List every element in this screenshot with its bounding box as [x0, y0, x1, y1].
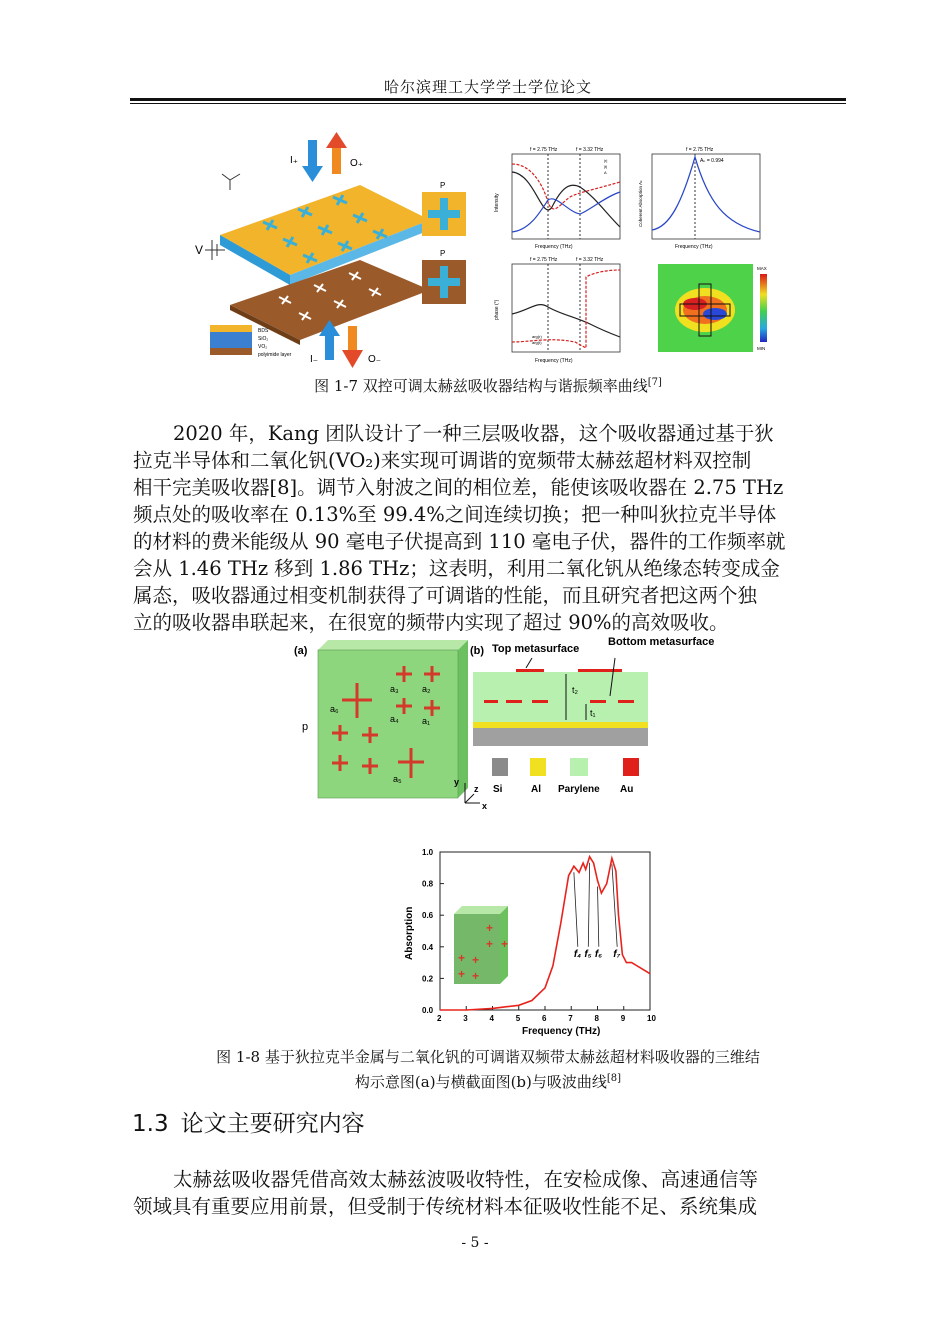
x-tick-label: 4 [489, 1014, 494, 1023]
y-tick-label: 0.2 [422, 974, 434, 984]
header-rule [130, 98, 846, 101]
page-header: 哈尔滨理工大学学士学位论文 [383, 78, 592, 96]
panel-b-label: (b) [470, 645, 485, 657]
svg-text:+: + [486, 921, 494, 935]
figure-1-8-caption: 图 1-8 基于狄拉克半金属与二氧化钒的可调谐双频带太赫兹超材料吸收器的三维结 构示意图(a)与横截面图(b)与吸波曲线[8] [216, 1048, 760, 1091]
svg-text:+: + [458, 967, 466, 981]
voltage-label: V [195, 243, 204, 257]
bottom-metasurface-label: Bottom metasurface [608, 636, 715, 648]
x-ticks [437, 1006, 656, 1023]
y-axis-label: Absorption [404, 906, 415, 960]
paragraph-line: 的材料的费米能级从 90 毫电子伏提高到 110 毫电子伏，器件的工作频率就 [133, 530, 786, 553]
panel-a-label: (a) [294, 645, 308, 657]
svg-text:BDS: BDS [258, 328, 269, 334]
paragraph-line: 相干完美吸收器[8]。调节入射波之间的相位差，能使该吸收器在 2.75 THz [133, 476, 784, 499]
unit-cell-top [422, 181, 466, 236]
peak-leader-line [574, 872, 578, 947]
peak-label: f₅ [584, 948, 592, 960]
paragraph-line: 2020 年，Kang 团队设计了一种三层吸收器，这个吸收器通过基于狄 [173, 422, 774, 445]
svg-text:Al: Al [531, 784, 541, 795]
o-minus-label: O₋ [368, 354, 382, 365]
svg-text:f = 2.75 THz: f = 2.75 THz [686, 147, 714, 153]
svg-text:polyimide layer: polyimide layer [258, 352, 292, 358]
figure-1-8-schematic [290, 636, 715, 813]
svg-text:Au: Au [620, 784, 634, 795]
svg-text:arg(t): arg(t) [532, 340, 542, 345]
svg-text:Parylene: Parylene [558, 784, 600, 795]
material-legend [492, 758, 639, 795]
paragraph-2 [133, 1166, 845, 1220]
inset-slab [454, 906, 508, 984]
svg-text:f = 3.32 THz: f = 3.32 THz [576, 147, 604, 153]
svg-text:Frequency (THz): Frequency (THz) [535, 358, 573, 364]
x-axis-label: Frequency (THz) [522, 1026, 601, 1037]
x-tick-label: 6 [542, 1014, 547, 1023]
section-number: 1.3 [132, 1111, 169, 1137]
svg-text:SiO₂: SiO₂ [258, 336, 269, 342]
paragraph-line: 频点处的吸收率在 0.13%至 99.4%之间连续切换；把一种叫狄拉克半导体 [133, 503, 777, 526]
svg-text:P: P [440, 249, 446, 258]
svg-text:+: + [458, 951, 466, 965]
figure-1-7-plots [490, 142, 780, 367]
x-tick-label: 3 [463, 1014, 468, 1023]
svg-text:MAX: MAX [757, 266, 767, 271]
svg-text:|t|: |t| [604, 164, 608, 169]
period-label: p [302, 721, 309, 733]
cross-section [473, 669, 648, 746]
svg-text:Frequency (THz): Frequency (THz) [535, 244, 573, 250]
paragraph-1 [133, 420, 845, 636]
output-arrow-bottom [342, 326, 363, 368]
svg-text:A: A [604, 170, 607, 175]
y-tick-label: 0.0 [422, 1006, 434, 1015]
paragraph-line: 太赫兹吸收器凭借高效太赫兹波吸收特性，在安检成像、高速通信等 [173, 1168, 759, 1191]
svg-text:P: P [440, 181, 446, 190]
svg-text:Intensity: Intensity [494, 193, 500, 212]
svg-text:+: + [472, 953, 480, 967]
svg-text:a₂: a₂ [422, 684, 431, 694]
svg-text:a₄: a₄ [390, 714, 399, 724]
y-ticks [422, 848, 444, 1015]
o-plus-label: O₊ [350, 158, 364, 169]
svg-text:t₁: t₁ [590, 708, 596, 718]
peak-leader-line [598, 886, 599, 946]
svg-text:y: y [454, 777, 460, 787]
coherent-absorption-plot [638, 147, 760, 250]
absorption-chart [398, 842, 660, 1040]
svg-text:a₅: a₅ [393, 774, 402, 784]
svg-text:|r|: |r| [604, 158, 608, 163]
svg-text:t₂: t₂ [572, 685, 578, 695]
section-heading [132, 1105, 365, 1138]
header-rule-thin [130, 103, 846, 104]
peak-leader-line [588, 863, 589, 947]
y-tick-label: 0.4 [422, 942, 434, 952]
x-tick-label: 2 [437, 1014, 442, 1023]
top-metasurface-label: Top metasurface [492, 643, 580, 655]
paragraph-line: 立的吸收器串联起来，在很宽的频带内实现了超过 90%的高效吸收。 [133, 611, 729, 634]
svg-text:f = 3.32 THz: f = 3.32 THz [576, 257, 604, 263]
x-tick-label: 7 [568, 1014, 573, 1023]
figure-1-7-caption: 图 1-7 双控可调太赫兹吸收器结构与谐振频率曲线[7] [314, 377, 662, 395]
svg-text:f = 2.75 THz: f = 2.75 THz [530, 257, 558, 263]
svg-text:VO₂: VO₂ [258, 344, 268, 350]
y-tick-label: 1.0 [422, 848, 434, 857]
page-number: - 5 - [461, 1235, 489, 1251]
svg-text:+: + [486, 937, 494, 951]
svg-text:+: + [472, 969, 480, 983]
x-tick-label: 10 [647, 1014, 656, 1023]
svg-text:Si: Si [493, 784, 503, 795]
peak-label: f₆ [594, 948, 603, 960]
x-tick-label: 9 [620, 1014, 626, 1023]
paragraph-line: 会从 1.46 THz 移到 1.86 THz；这表明，利用二氧化钒从绝缘态转变成金 [133, 557, 780, 580]
x-tick-label: 8 [594, 1014, 599, 1023]
svg-text:+: + [501, 937, 509, 951]
paragraph-line: 属态，吸收器通过相变机制获得了可调谐的性能，而且研究者把这两个独 [133, 584, 758, 607]
svg-text:a₃: a₃ [390, 684, 399, 694]
svg-text:Frequency (THz): Frequency (THz) [675, 244, 713, 250]
svg-text:z: z [474, 784, 479, 794]
figure-1-7-structure [190, 130, 480, 370]
intensity-plot [494, 147, 620, 250]
x-tick-label: 5 [515, 1014, 521, 1023]
field-distribution-map [658, 264, 767, 352]
svg-text:phase (°): phase (°) [494, 299, 500, 320]
svg-text:f = 2.75 THz: f = 2.75 THz [530, 147, 558, 153]
peak-label: f₇ [613, 948, 621, 960]
svg-text:a₆: a₆ [330, 704, 339, 714]
paragraph-line: 拉克半导体和二氧化钒(VO₂)来实现可调谐的宽频带太赫兹超材料双控制 [133, 449, 752, 472]
svg-text:MIN: MIN [757, 346, 766, 351]
y-tick-label: 0.6 [422, 911, 434, 921]
y-tick-label: 0.8 [422, 879, 434, 889]
unit-cell-bottom [422, 249, 466, 304]
svg-text:Coherent Absorption Aₖ: Coherent Absorption Aₖ [638, 180, 643, 227]
section-title: 论文主要研究内容 [180, 1111, 365, 1137]
i-plus-label: I₊ [290, 155, 299, 166]
paragraph-line: 领域具有重要应用前景，但受制于传统材料本征吸收性能不足、系统集成 [133, 1195, 758, 1218]
svg-text:arg(r): arg(r) [532, 334, 542, 339]
svg-text:x: x [482, 801, 488, 811]
incident-arrow-top [302, 140, 323, 182]
output-arrow-top [326, 132, 347, 174]
phase-plot [494, 257, 620, 364]
svg-text:Aₖ = 0.994: Aₖ = 0.994 [700, 158, 724, 164]
svg-text:a₁: a₁ [422, 716, 431, 726]
peak-label: f₄ [573, 948, 582, 960]
i-minus-label: I₋ [310, 354, 319, 365]
